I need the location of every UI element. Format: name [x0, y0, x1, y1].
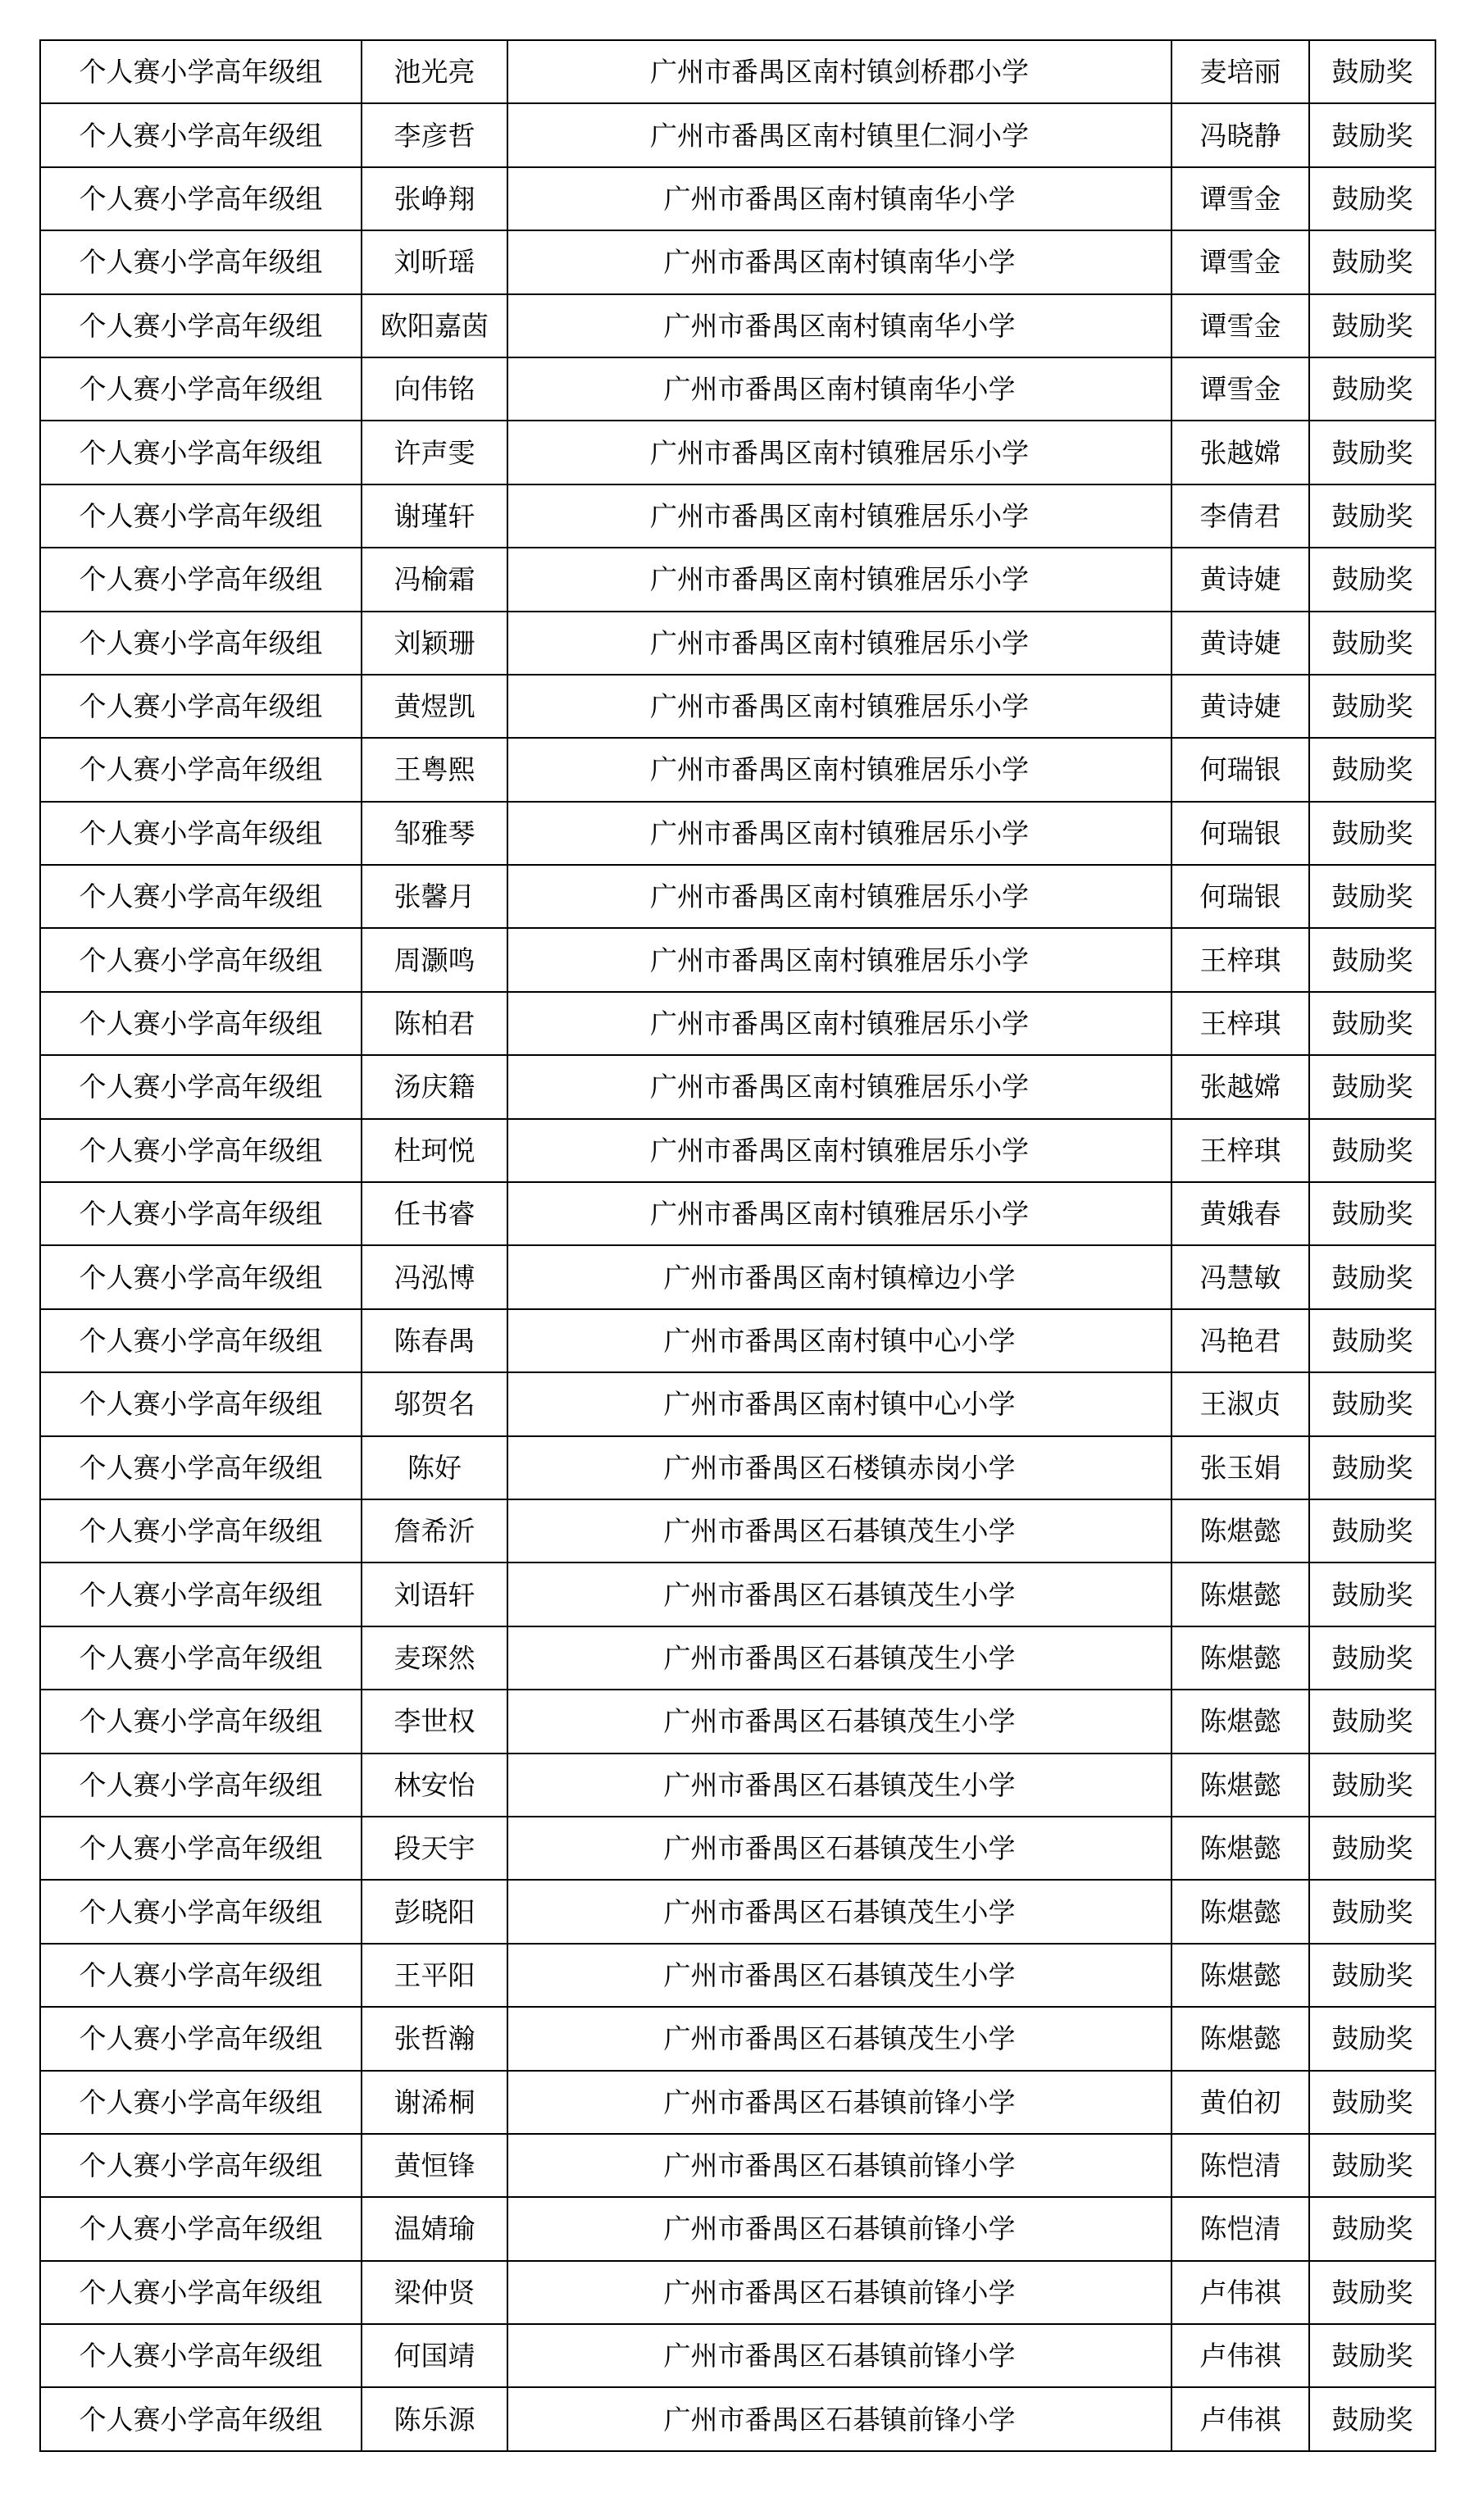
teacher-cell: 何瑞银: [1171, 865, 1309, 928]
award-cell: 鼓励奖: [1309, 738, 1435, 801]
award-cell: 鼓励奖: [1309, 357, 1435, 421]
award-cell: 鼓励奖: [1309, 1817, 1435, 1880]
table-row: [40, 294, 1435, 357]
award-cell: 鼓励奖: [1309, 1626, 1435, 1690]
student-name-cell: 汤庆籍: [362, 1055, 507, 1118]
category-cell: 个人赛小学高年级组: [40, 1119, 362, 1182]
school-cell: 广州市番禺区石碁镇前锋小学: [507, 2197, 1171, 2260]
award-cell: 鼓励奖: [1309, 2324, 1435, 2387]
teacher-cell: 何瑞银: [1171, 738, 1309, 801]
category-cell: 个人赛小学高年级组: [40, 421, 362, 484]
teacher-cell: 谭雪金: [1171, 167, 1309, 230]
table-row: [40, 1626, 1435, 1690]
school-cell: 广州市番禺区南村镇雅居乐小学: [507, 675, 1171, 738]
school-cell: 广州市番禺区南村镇雅居乐小学: [507, 1055, 1171, 1118]
table-row: [40, 1880, 1435, 1943]
award-table-body: [40, 40, 1435, 2451]
award-cell: 鼓励奖: [1309, 1119, 1435, 1182]
teacher-cell: 张越嫦: [1171, 1055, 1309, 1118]
teacher-cell: 陈煁懿: [1171, 1562, 1309, 1626]
student-name-cell: 陈好: [362, 1436, 507, 1499]
award-cell: 鼓励奖: [1309, 612, 1435, 675]
teacher-cell: 黄诗婕: [1171, 548, 1309, 611]
table-row: [40, 230, 1435, 293]
teacher-cell: 陈煁懿: [1171, 1817, 1309, 1880]
school-cell: 广州市番禺区南村镇雅居乐小学: [507, 802, 1171, 865]
table-row: [40, 548, 1435, 611]
table-row: [40, 1562, 1435, 1626]
student-name-cell: 彭晓阳: [362, 1880, 507, 1943]
student-name-cell: 刘昕瑶: [362, 230, 507, 293]
school-cell: 广州市番禺区石碁镇茂生小学: [507, 2007, 1171, 2070]
student-name-cell: 陈柏君: [362, 992, 507, 1055]
teacher-cell: 张越嫦: [1171, 421, 1309, 484]
student-name-cell: 黄恒锋: [362, 2134, 507, 2197]
category-cell: 个人赛小学高年级组: [40, 1055, 362, 1118]
category-cell: 个人赛小学高年级组: [40, 1754, 362, 1817]
school-cell: 广州市番禺区石碁镇茂生小学: [507, 1499, 1171, 1562]
award-cell: 鼓励奖: [1309, 230, 1435, 293]
table-row: [40, 612, 1435, 675]
student-name-cell: 邹雅琴: [362, 802, 507, 865]
award-cell: 鼓励奖: [1309, 1690, 1435, 1753]
student-name-cell: 张峥翔: [362, 167, 507, 230]
student-name-cell: 张哲瀚: [362, 2007, 507, 2070]
table-row: [40, 802, 1435, 865]
table-row: [40, 2197, 1435, 2260]
teacher-cell: 王淑贞: [1171, 1372, 1309, 1435]
student-name-cell: 詹希沂: [362, 1499, 507, 1562]
school-cell: 广州市番禺区南村镇雅居乐小学: [507, 992, 1171, 1055]
teacher-cell: 麦培丽: [1171, 40, 1309, 103]
award-cell: 鼓励奖: [1309, 421, 1435, 484]
category-cell: 个人赛小学高年级组: [40, 992, 362, 1055]
category-cell: 个人赛小学高年级组: [40, 103, 362, 166]
student-name-cell: 张馨月: [362, 865, 507, 928]
student-name-cell: 邬贺名: [362, 1372, 507, 1435]
school-cell: 广州市番禺区石碁镇茂生小学: [507, 1754, 1171, 1817]
category-cell: 个人赛小学高年级组: [40, 1880, 362, 1943]
school-cell: 广州市番禺区石碁镇前锋小学: [507, 2134, 1171, 2197]
teacher-cell: 陈恺清: [1171, 2134, 1309, 2197]
school-cell: 广州市番禺区南村镇樟边小学: [507, 1245, 1171, 1308]
award-cell: 鼓励奖: [1309, 1754, 1435, 1817]
table-row: [40, 992, 1435, 1055]
award-cell: 鼓励奖: [1309, 167, 1435, 230]
student-name-cell: 黄煜凯: [362, 675, 507, 738]
award-cell: 鼓励奖: [1309, 294, 1435, 357]
teacher-cell: 王梓琪: [1171, 992, 1309, 1055]
student-name-cell: 麦琛然: [362, 1626, 507, 1690]
school-cell: 广州市番禺区南村镇南华小学: [507, 230, 1171, 293]
teacher-cell: 黄娥春: [1171, 1182, 1309, 1245]
award-cell: 鼓励奖: [1309, 2007, 1435, 2070]
category-cell: 个人赛小学高年级组: [40, 1436, 362, 1499]
school-cell: 广州市番禺区南村镇雅居乐小学: [507, 548, 1171, 611]
teacher-cell: 冯晓静: [1171, 103, 1309, 166]
teacher-cell: 李倩君: [1171, 484, 1309, 548]
student-name-cell: 谢浠桐: [362, 2071, 507, 2134]
school-cell: 广州市番禺区石碁镇茂生小学: [507, 1880, 1171, 1943]
category-cell: 个人赛小学高年级组: [40, 1499, 362, 1562]
category-cell: 个人赛小学高年级组: [40, 2324, 362, 2387]
category-cell: 个人赛小学高年级组: [40, 1372, 362, 1435]
category-cell: 个人赛小学高年级组: [40, 2134, 362, 2197]
school-cell: 广州市番禺区南村镇剑桥郡小学: [507, 40, 1171, 103]
award-cell: 鼓励奖: [1309, 928, 1435, 991]
student-name-cell: 王平阳: [362, 1944, 507, 2007]
category-cell: 个人赛小学高年级组: [40, 1690, 362, 1753]
teacher-cell: 黄诗婕: [1171, 612, 1309, 675]
school-cell: 广州市番禺区南村镇雅居乐小学: [507, 928, 1171, 991]
school-cell: 广州市番禺区南村镇雅居乐小学: [507, 865, 1171, 928]
table-row: [40, 2324, 1435, 2387]
teacher-cell: 卢伟祺: [1171, 2261, 1309, 2324]
table-row: [40, 1754, 1435, 1817]
category-cell: 个人赛小学高年级组: [40, 612, 362, 675]
teacher-cell: 陈煁懿: [1171, 1944, 1309, 2007]
school-cell: 广州市番禺区南村镇南华小学: [507, 357, 1171, 421]
table-row: [40, 1055, 1435, 1118]
award-cell: 鼓励奖: [1309, 1880, 1435, 1943]
award-cell: 鼓励奖: [1309, 802, 1435, 865]
category-cell: 个人赛小学高年级组: [40, 40, 362, 103]
table-row: [40, 357, 1435, 421]
student-name-cell: 陈乐源: [362, 2387, 507, 2450]
student-name-cell: 梁仲贤: [362, 2261, 507, 2324]
table-row: [40, 1309, 1435, 1372]
student-name-cell: 何国靖: [362, 2324, 507, 2387]
award-cell: 鼓励奖: [1309, 865, 1435, 928]
school-cell: 广州市番禺区石碁镇茂生小学: [507, 1690, 1171, 1753]
award-cell: 鼓励奖: [1309, 1309, 1435, 1372]
award-cell: 鼓励奖: [1309, 1055, 1435, 1118]
teacher-cell: 黄诗婕: [1171, 675, 1309, 738]
award-cell: 鼓励奖: [1309, 1245, 1435, 1308]
category-cell: 个人赛小学高年级组: [40, 1626, 362, 1690]
category-cell: 个人赛小学高年级组: [40, 2261, 362, 2324]
award-cell: 鼓励奖: [1309, 1562, 1435, 1626]
student-name-cell: 任书睿: [362, 1182, 507, 1245]
student-name-cell: 林安怡: [362, 1754, 507, 1817]
category-cell: 个人赛小学高年级组: [40, 2387, 362, 2450]
award-cell: 鼓励奖: [1309, 1372, 1435, 1435]
school-cell: 广州市番禺区南村镇雅居乐小学: [507, 1119, 1171, 1182]
school-cell: 广州市番禺区南村镇南华小学: [507, 167, 1171, 230]
table-row: [40, 1499, 1435, 1562]
school-cell: 广州市番禺区石碁镇茂生小学: [507, 1562, 1171, 1626]
teacher-cell: 王梓琪: [1171, 928, 1309, 991]
category-cell: 个人赛小学高年级组: [40, 865, 362, 928]
table-row: [40, 1436, 1435, 1499]
table-row: [40, 103, 1435, 166]
table-row: [40, 928, 1435, 991]
school-cell: 广州市番禺区南村镇雅居乐小学: [507, 738, 1171, 801]
school-cell: 广州市番禺区南村镇雅居乐小学: [507, 421, 1171, 484]
student-name-cell: 谢瑾轩: [362, 484, 507, 548]
table-row: [40, 2261, 1435, 2324]
student-name-cell: 刘语轩: [362, 1562, 507, 1626]
student-name-cell: 王粤熙: [362, 738, 507, 801]
school-cell: 广州市番禺区石碁镇前锋小学: [507, 2071, 1171, 2134]
student-name-cell: 冯榆霜: [362, 548, 507, 611]
award-cell: 鼓励奖: [1309, 103, 1435, 166]
student-name-cell: 向伟铭: [362, 357, 507, 421]
teacher-cell: 陈煁懿: [1171, 2007, 1309, 2070]
student-name-cell: 周灏鸣: [362, 928, 507, 991]
award-cell: 鼓励奖: [1309, 992, 1435, 1055]
award-cell: 鼓励奖: [1309, 1436, 1435, 1499]
award-cell: 鼓励奖: [1309, 2071, 1435, 2134]
student-name-cell: 段天宇: [362, 1817, 507, 1880]
student-name-cell: 冯泓博: [362, 1245, 507, 1308]
teacher-cell: 谭雪金: [1171, 230, 1309, 293]
school-cell: 广州市番禺区石碁镇茂生小学: [507, 1944, 1171, 2007]
teacher-cell: 何瑞银: [1171, 802, 1309, 865]
category-cell: 个人赛小学高年级组: [40, 1562, 362, 1626]
table-row: [40, 738, 1435, 801]
award-cell: 鼓励奖: [1309, 1499, 1435, 1562]
table-row: [40, 1182, 1435, 1245]
teacher-cell: 陈煁懿: [1171, 1880, 1309, 1943]
table-row: [40, 1944, 1435, 2007]
school-cell: 广州市番禺区石楼镇赤岗小学: [507, 1436, 1171, 1499]
teacher-cell: 陈煁懿: [1171, 1754, 1309, 1817]
table-row: [40, 2071, 1435, 2134]
award-cell: 鼓励奖: [1309, 548, 1435, 611]
school-cell: 广州市番禺区南村镇雅居乐小学: [507, 1182, 1171, 1245]
teacher-cell: 陈煁懿: [1171, 1499, 1309, 1562]
category-cell: 个人赛小学高年级组: [40, 1944, 362, 2007]
award-cell: 鼓励奖: [1309, 675, 1435, 738]
school-cell: 广州市番禺区石碁镇前锋小学: [507, 2387, 1171, 2450]
category-cell: 个人赛小学高年级组: [40, 2071, 362, 2134]
category-cell: 个人赛小学高年级组: [40, 2007, 362, 2070]
table-row: [40, 484, 1435, 548]
category-cell: 个人赛小学高年级组: [40, 738, 362, 801]
table-row: [40, 40, 1435, 103]
table-row: [40, 1817, 1435, 1880]
school-cell: 广州市番禺区南村镇里仁洞小学: [507, 103, 1171, 166]
teacher-cell: 张玉娟: [1171, 1436, 1309, 1499]
table-row: [40, 1372, 1435, 1435]
category-cell: 个人赛小学高年级组: [40, 230, 362, 293]
category-cell: 个人赛小学高年级组: [40, 675, 362, 738]
award-cell: 鼓励奖: [1309, 484, 1435, 548]
teacher-cell: 陈恺清: [1171, 2197, 1309, 2260]
teacher-cell: 谭雪金: [1171, 357, 1309, 421]
award-cell: 鼓励奖: [1309, 2261, 1435, 2324]
table-row: [40, 675, 1435, 738]
table-row: [40, 1690, 1435, 1753]
table-row: [40, 2387, 1435, 2450]
school-cell: 广州市番禺区石碁镇茂生小学: [507, 1626, 1171, 1690]
teacher-cell: 卢伟祺: [1171, 2324, 1309, 2387]
school-cell: 广州市番禺区石碁镇前锋小学: [507, 2261, 1171, 2324]
school-cell: 广州市番禺区南村镇中心小学: [507, 1372, 1171, 1435]
teacher-cell: 陈煁懿: [1171, 1626, 1309, 1690]
table-row: [40, 2007, 1435, 2070]
teacher-cell: 冯艳君: [1171, 1309, 1309, 1372]
table-row: [40, 865, 1435, 928]
category-cell: 个人赛小学高年级组: [40, 294, 362, 357]
category-cell: 个人赛小学高年级组: [40, 1817, 362, 1880]
student-name-cell: 温婧瑜: [362, 2197, 507, 2260]
category-cell: 个人赛小学高年级组: [40, 1245, 362, 1308]
award-cell: 鼓励奖: [1309, 1944, 1435, 2007]
student-name-cell: 欧阳嘉茵: [362, 294, 507, 357]
school-cell: 广州市番禺区石碁镇前锋小学: [507, 2324, 1171, 2387]
student-name-cell: 杜珂悦: [362, 1119, 507, 1182]
award-cell: 鼓励奖: [1309, 1182, 1435, 1245]
teacher-cell: 黄伯初: [1171, 2071, 1309, 2134]
category-cell: 个人赛小学高年级组: [40, 357, 362, 421]
school-cell: 广州市番禺区南村镇雅居乐小学: [507, 484, 1171, 548]
category-cell: 个人赛小学高年级组: [40, 802, 362, 865]
category-cell: 个人赛小学高年级组: [40, 548, 362, 611]
teacher-cell: 卢伟祺: [1171, 2387, 1309, 2450]
teacher-cell: 陈煁懿: [1171, 1690, 1309, 1753]
teacher-cell: 王梓琪: [1171, 1119, 1309, 1182]
student-name-cell: 池光亮: [362, 40, 507, 103]
school-cell: 广州市番禺区南村镇雅居乐小学: [507, 612, 1171, 675]
student-name-cell: 刘颖珊: [362, 612, 507, 675]
student-name-cell: 李世权: [362, 1690, 507, 1753]
award-cell: 鼓励奖: [1309, 2197, 1435, 2260]
teacher-cell: 谭雪金: [1171, 294, 1309, 357]
table-row: [40, 1245, 1435, 1308]
school-cell: 广州市番禺区南村镇南华小学: [507, 294, 1171, 357]
table-row: [40, 1119, 1435, 1182]
table-row: [40, 167, 1435, 230]
teacher-cell: 冯慧敏: [1171, 1245, 1309, 1308]
school-cell: 广州市番禺区南村镇中心小学: [507, 1309, 1171, 1372]
school-cell: 广州市番禺区石碁镇茂生小学: [507, 1817, 1171, 1880]
student-name-cell: 许声雯: [362, 421, 507, 484]
category-cell: 个人赛小学高年级组: [40, 1182, 362, 1245]
student-name-cell: 陈春禺: [362, 1309, 507, 1372]
award-table: [39, 39, 1436, 2452]
category-cell: 个人赛小学高年级组: [40, 167, 362, 230]
category-cell: 个人赛小学高年级组: [40, 484, 362, 548]
category-cell: 个人赛小学高年级组: [40, 2197, 362, 2260]
student-name-cell: 李彦哲: [362, 103, 507, 166]
award-cell: 鼓励奖: [1309, 2387, 1435, 2450]
award-cell: 鼓励奖: [1309, 40, 1435, 103]
table-row: [40, 2134, 1435, 2197]
category-cell: 个人赛小学高年级组: [40, 1309, 362, 1372]
category-cell: 个人赛小学高年级组: [40, 928, 362, 991]
award-cell: 鼓励奖: [1309, 2134, 1435, 2197]
table-row: [40, 421, 1435, 484]
